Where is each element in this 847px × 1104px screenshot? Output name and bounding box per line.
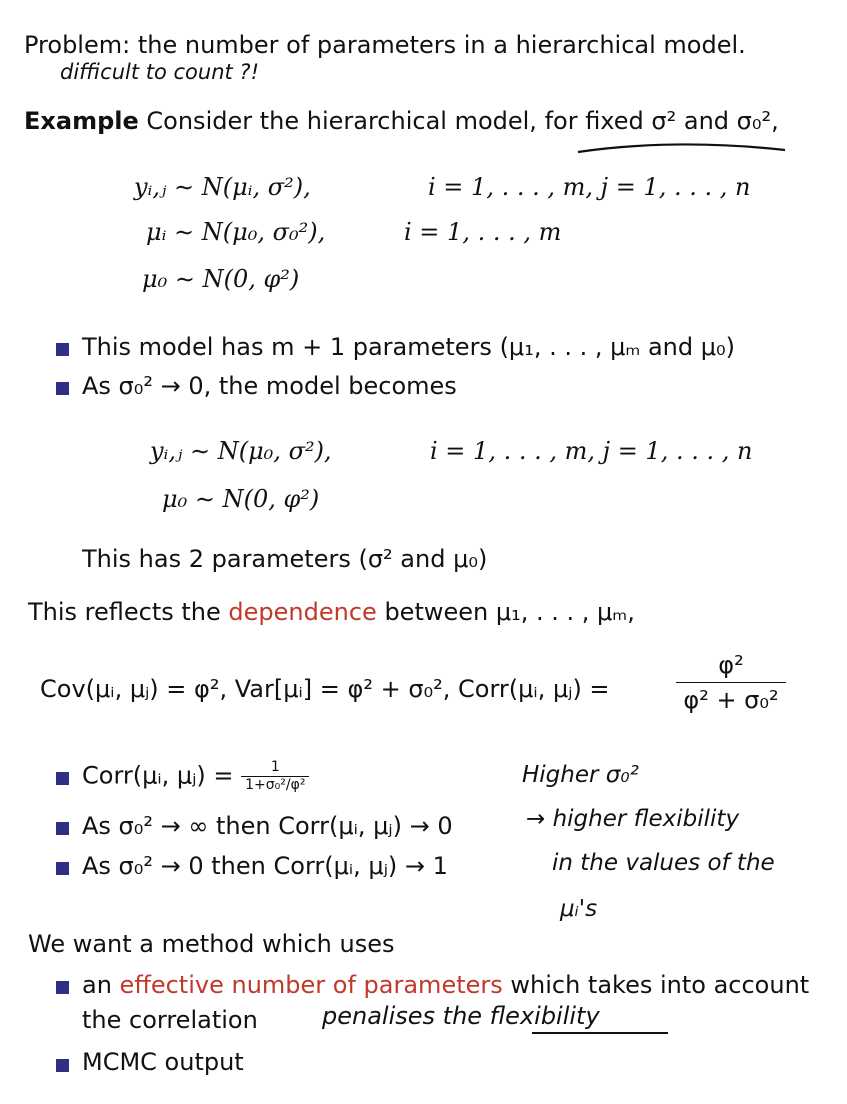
- corr-formula-lhs: Corr(μᵢ, μⱼ) =: [82, 761, 234, 790]
- dependence-pre: This reflects the: [28, 598, 229, 626]
- handwritten-note-difficult: difficult to count ?!: [60, 60, 259, 84]
- bullet-marker: [56, 343, 69, 356]
- model2-eq-2-lhs: μ₀ ∼ N(0, φ²): [162, 485, 320, 513]
- handwritten-underline-flexibility: [530, 1028, 670, 1038]
- example-label: Example: [24, 107, 139, 135]
- bullet-marker: [56, 822, 69, 835]
- bullet-marker: [56, 862, 69, 875]
- effective-post: which takes into account: [502, 971, 810, 999]
- handwritten-note-higher: Higher σ₀²: [522, 762, 639, 788]
- example-line: [24, 106, 779, 136]
- model2-eq-1-lhs: yᵢ,ⱼ ∼ N(μ₀, σ²),: [150, 437, 332, 465]
- bullet-marker: [56, 382, 69, 395]
- dependence-highlight: dependence: [228, 598, 377, 626]
- bullet-corr-to-zero: As σ₀² → ∞ then Corr(μᵢ, μⱼ) → 0: [82, 812, 453, 840]
- model1-eq-2-rhs: i = 1, . . . , m: [404, 218, 562, 246]
- bullet-params-count: This model has m + 1 parameters (μ₁, . . . , μₘ and μ₀): [82, 333, 735, 361]
- handwritten-underline: [575, 140, 790, 156]
- bullet-marker: [56, 1059, 69, 1072]
- example-text: Consider the hierarchical model, for fixed σ² and σ₀²,: [146, 107, 779, 135]
- bullet-marker: [56, 981, 69, 994]
- small-frac-numerator: 1: [241, 759, 309, 777]
- corr-small-fraction: [241, 759, 309, 794]
- corr-numerator: φ²: [676, 650, 786, 683]
- bullet-effective-params-line2: the correlation: [82, 1006, 258, 1034]
- handwritten-note-mus: μᵢ's: [560, 896, 598, 922]
- bullet-model-becomes: As σ₀² → 0, the model becomes: [82, 372, 457, 400]
- model1-eq-1-lhs: yᵢ,ⱼ ∼ N(μᵢ, σ²),: [134, 173, 311, 201]
- handwritten-note-values: in the values of the: [552, 850, 775, 876]
- problem-statement: Problem: the number of parameters in a hierarchical model.: [24, 31, 746, 59]
- want-method-line: We want a method which uses: [28, 930, 395, 958]
- dependence-line: [28, 597, 635, 627]
- handwritten-note-flexibility: → higher flexibility: [526, 806, 740, 832]
- bullet-corr-to-one: As σ₀² → 0 then Corr(μᵢ, μⱼ) → 1: [82, 852, 448, 880]
- two-parameters-text: This has 2 parameters (σ² and μ₀): [82, 545, 488, 573]
- effective-highlight: effective number of parameters: [119, 971, 503, 999]
- bullet-corr-formula: [82, 759, 309, 794]
- handwritten-note-penalises: penalises the flexibility: [322, 1002, 600, 1030]
- model1-eq-3-lhs: μ₀ ∼ N(0, φ²): [142, 265, 300, 293]
- small-frac-denominator: 1+σ₀²/φ²: [245, 777, 306, 793]
- bullet-effective-params: [82, 970, 809, 1000]
- model2-eq-1-rhs: i = 1, . . . , m, j = 1, . . . , n: [430, 437, 753, 465]
- dependence-post: between μ₁, . . . , μₘ,: [376, 598, 635, 626]
- effective-pre: an: [82, 971, 120, 999]
- bullet-mcmc-output: MCMC output: [82, 1048, 244, 1076]
- bullet-marker: [56, 772, 69, 785]
- corr-denominator: φ² + σ₀²: [683, 686, 779, 714]
- covariance-equation: Cov(μᵢ, μⱼ) = φ², Var[μᵢ] = φ² + σ₀², Corr(μᵢ, μⱼ) =: [40, 675, 610, 703]
- model1-eq-1-rhs: i = 1, . . . , m, j = 1, . . . , n: [428, 173, 751, 201]
- corr-fraction: [676, 650, 786, 715]
- model1-eq-2-lhs: μᵢ ∼ N(μ₀, σ₀²),: [146, 218, 326, 246]
